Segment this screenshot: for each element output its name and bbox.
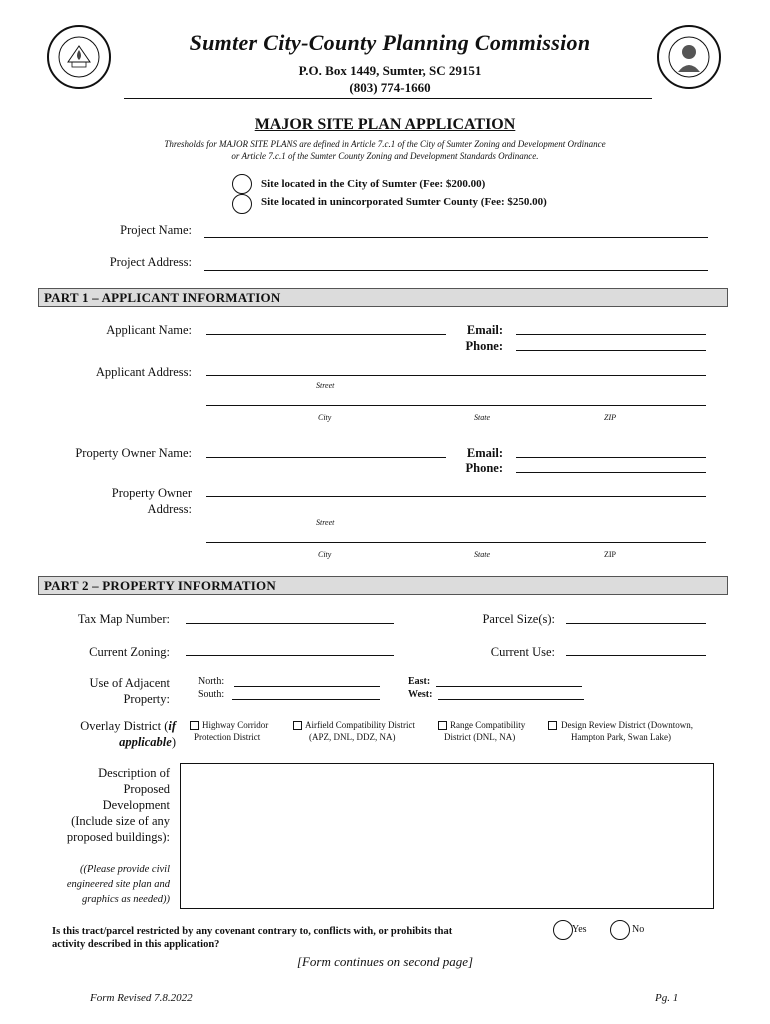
overlay-airfield-label-1: Airfield Compatibility District <box>305 720 415 730</box>
covenant-question: Is this tract/parcel restricted by any covenant contrary to, conflicts with, or prohibits that <box>52 926 453 937</box>
fee-city-label: Site located in the City of Sumter (Fee: $200.00) <box>261 178 486 190</box>
fee-county-radio[interactable] <box>232 194 252 214</box>
owner-zip-caption: ZIP <box>604 550 616 559</box>
overlay-airfield-checkbox[interactable] <box>293 721 302 730</box>
owner-city-state-zip-field[interactable] <box>206 542 706 543</box>
west-label: West: <box>408 689 433 700</box>
applicant-street-field[interactable] <box>206 375 706 376</box>
north-field[interactable] <box>234 686 380 687</box>
fee-city-radio[interactable] <box>232 174 252 194</box>
owner-address-label: Property Owner <box>111 486 192 500</box>
tax-map-label: Tax Map Number: <box>77 612 170 626</box>
applicant-city-caption: City <box>318 413 332 422</box>
covenant-no-label: No <box>632 924 645 935</box>
current-zoning-field[interactable] <box>186 655 394 656</box>
thresholds-note-2: or Article 7.c.1 of the Sumter County Zoning and Development Standards Ordinance. <box>231 151 539 161</box>
applicant-street-caption: Street <box>316 381 335 390</box>
owner-city-caption: City <box>318 550 332 559</box>
part2-heading: PART 2 – PROPERTY INFORMATION <box>38 576 728 595</box>
covenant-yes-label: Yes <box>572 924 587 935</box>
applicant-phone-label: Phone: <box>465 339 503 353</box>
overlay-highway-label-2: Protection District <box>194 732 261 742</box>
overlay-design-review-label-2: Hampton Park, Swan Lake) <box>571 732 671 742</box>
covenant-no-radio[interactable] <box>610 920 630 940</box>
project-name-label: Project Name: <box>120 223 192 237</box>
overlay-range-label-2: District (DNL, NA) <box>444 732 516 742</box>
overlay-highway-checkbox[interactable] <box>190 721 199 730</box>
parcel-size-label: Parcel Size(s): <box>482 612 555 626</box>
owner-email-field[interactable] <box>516 457 706 458</box>
owner-address-label-2: Address: <box>147 502 192 516</box>
owner-phone-field[interactable] <box>516 472 706 473</box>
overlay-highway-label-1: Highway Corridor <box>202 720 269 730</box>
continued-note: [Form continues on second page] <box>296 954 474 969</box>
applicant-name-field[interactable] <box>206 334 446 335</box>
county-seal-icon <box>656 24 722 90</box>
thresholds-note: Thresholds for MAJOR SITE PLANS are defined in Article 7.c.1 of the City of Sumter Zoning and Development Ordinance <box>164 139 606 149</box>
form-revised: Form Revised 7.8.2022 <box>90 992 193 1004</box>
overlay-design-review-label-1: Design Review District (Downtown, <box>561 720 693 730</box>
project-address-field[interactable] <box>204 270 708 271</box>
project-address-label: Project Address: <box>109 255 192 269</box>
current-use-label: Current Use: <box>490 645 555 659</box>
current-zoning-label: Current Zoning: <box>89 645 170 659</box>
adjacent-label: Use of Adjacent <box>89 676 170 690</box>
owner-name-label: Property Owner Name: <box>75 446 192 460</box>
city-seal-icon <box>46 24 112 90</box>
west-field[interactable] <box>438 699 584 700</box>
covenant-question-2: activity described in this application? <box>52 939 220 950</box>
current-use-field[interactable] <box>566 655 706 656</box>
description-textarea[interactable] <box>180 763 714 909</box>
tax-map-field[interactable] <box>186 623 394 624</box>
applicant-email-field[interactable] <box>516 334 706 335</box>
owner-state-caption: State <box>474 550 490 559</box>
east-label: East: <box>408 676 431 687</box>
applicant-zip-caption: ZIP <box>604 413 616 422</box>
description-note: ((Please provide civil engineered site plan and graphics as needed)) <box>66 864 170 905</box>
owner-name-field[interactable] <box>206 457 446 458</box>
org-name: Sumter City-County Planning Commission <box>189 30 591 55</box>
east-field[interactable] <box>436 686 582 687</box>
part1-heading: PART 1 – APPLICANT INFORMATION <box>38 288 728 307</box>
overlay-label-2: applicable) <box>119 735 176 749</box>
form-title: MAJOR SITE PLAN APPLICATION <box>254 116 516 133</box>
project-name-field[interactable] <box>204 237 708 238</box>
org-address: P.O. Box 1449, Sumter, SC 29151 <box>298 63 482 78</box>
overlay-airfield-label-2: (APZ, DNL, DDZ, NA) <box>309 732 396 742</box>
parcel-size-field[interactable] <box>566 623 706 624</box>
applicant-address-label: Applicant Address: <box>95 365 192 379</box>
owner-email-label: Email: <box>466 446 503 460</box>
overlay-range-label-1: Range Compatibility <box>450 720 526 730</box>
org-phone: (803) 774-1660 <box>349 80 431 95</box>
applicant-name-label: Applicant Name: <box>106 323 192 337</box>
owner-phone-label: Phone: <box>465 461 503 475</box>
overlay-range-checkbox[interactable] <box>438 721 447 730</box>
owner-street-field[interactable] <box>206 496 706 497</box>
overlay-label: Overlay District (if <box>80 719 176 733</box>
north-label: North: <box>198 676 225 687</box>
south-field[interactable] <box>232 699 380 700</box>
description-label: Description of Proposed Development (Include size of any proposed buildings): <box>66 766 170 844</box>
covenant-yes-radio[interactable] <box>553 920 573 940</box>
south-label: South: <box>198 689 225 700</box>
applicant-phone-field[interactable] <box>516 350 706 351</box>
owner-street-caption: Street <box>316 518 335 527</box>
overlay-design-review-checkbox[interactable] <box>548 721 557 730</box>
header-divider <box>124 98 652 99</box>
page-number: Pg. 1 <box>655 992 679 1004</box>
adjacent-label-2: Property: <box>123 692 170 706</box>
applicant-city-state-zip-field[interactable] <box>206 405 706 406</box>
applicant-email-label: Email: <box>466 323 503 337</box>
applicant-state-caption: State <box>474 413 490 422</box>
fee-county-label: Site located in unincorporated Sumter County (Fee: $250.00) <box>261 196 547 208</box>
